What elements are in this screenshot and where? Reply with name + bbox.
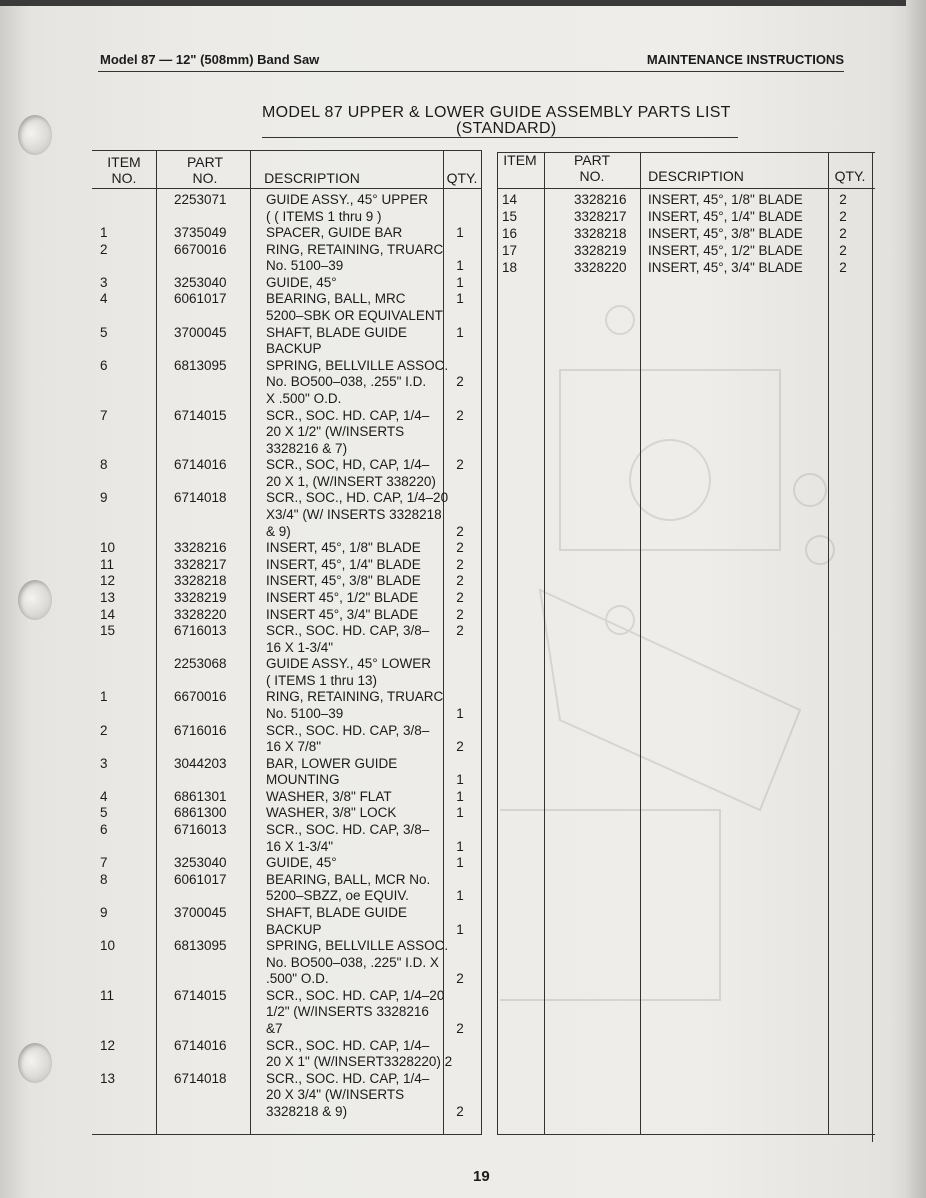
left-table-header-rule [92, 188, 482, 189]
description: INSERT, 45°, 3/8" BLADE [648, 226, 803, 241]
qty: 1 [456, 705, 464, 721]
item-no: 4 [100, 788, 108, 804]
qty: 2 [456, 1103, 464, 1119]
qty: 1 [456, 838, 464, 854]
part-no: 6714018 [174, 1070, 227, 1086]
description: No. 5100–39 [266, 258, 344, 274]
left-col-divider-4 [481, 150, 482, 1135]
item-no: 1 [100, 689, 108, 705]
description: INSERT, 45°, 1/8" BLADE [648, 192, 803, 207]
description: SCR., SOC. HD. CAP, 1/4– [266, 1070, 430, 1086]
left-table-bottom-rule [92, 1134, 482, 1135]
qty: 1 [456, 805, 464, 821]
description: 5200–SBZZ, oe EQUIV. [266, 888, 409, 904]
qty: 2 [456, 573, 464, 589]
item-no: 16 [502, 226, 518, 241]
description: WASHER, 3/8" FLAT [266, 788, 392, 804]
description: SPRING, BELLVILLE ASSOC. [266, 938, 449, 954]
left-header-qty: QTY. [446, 170, 478, 186]
part-no: 6670016 [174, 689, 227, 705]
description: 20 X 1, (W/INSERT 338220) [266, 473, 436, 489]
description: SHAFT, BLADE GUIDE [266, 324, 408, 340]
page-subtitle: (STANDARD) [456, 120, 557, 137]
qty: 2 [456, 556, 464, 572]
description: SPRING, BELLVILLE ASSOC. [266, 357, 449, 373]
description: BEARING, BALL, MRC [266, 291, 406, 307]
qty: 2 [456, 457, 464, 473]
item-no: 15 [502, 209, 518, 224]
description: GUIDE, 45° [266, 274, 337, 290]
description: SCR., SOC. HD. CAP, 3/8– [266, 722, 430, 738]
item-no: 5 [100, 324, 108, 340]
part-no: 3328219 [574, 243, 627, 258]
qty: 2 [839, 243, 847, 258]
left-header-part-line1: PART [186, 154, 224, 170]
right-table-bottom-rule [497, 1134, 875, 1135]
description: RING, RETAINING, TRUARC [266, 689, 444, 705]
qty: 1 [456, 258, 464, 274]
description: 5200–SBK OR EQUIVALENT [266, 308, 443, 324]
description: INSERT, 45°, 3/4" BLADE [648, 260, 803, 275]
left-header-item [96, 154, 152, 186]
qty: 2 [839, 209, 847, 224]
item-no: 9 [100, 490, 108, 506]
part-no: 6716016 [174, 722, 227, 738]
part-no: 3328220 [574, 260, 627, 275]
page-number: 19 [473, 1168, 490, 1185]
item-no: 17 [502, 243, 518, 258]
description: 16 X 1-3/4" [266, 639, 334, 655]
left-header-item-line1: ITEM [107, 154, 141, 170]
right-header-item [500, 152, 540, 168]
part-no: 3044203 [174, 755, 227, 771]
qty: 2 [456, 407, 464, 423]
qty: 2 [456, 623, 464, 639]
description: MOUNTING [266, 772, 340, 788]
qty: 1 [456, 291, 464, 307]
show-through-diagram [500, 290, 880, 1010]
qty: 2 [456, 606, 464, 622]
part-no: 6861301 [174, 788, 227, 804]
right-header-qty: QTY. [834, 168, 866, 184]
part-no: 6714016 [174, 457, 227, 473]
part-no: 2253071 [174, 192, 227, 207]
left-header-item-line2: NO. [111, 170, 137, 186]
item-no: 14 [502, 192, 518, 207]
description: ( ( ITEMS 1 thru 9 ) [266, 208, 382, 224]
item-no: 13 [100, 1070, 116, 1086]
description: SCR., SOC. HD. CAP, 1/4– [266, 1037, 430, 1053]
page-title: MODEL 87 UPPER & LOWER GUIDE ASSEMBLY PARTS LIST [262, 104, 731, 121]
description: 16 X 1-3/4" [266, 838, 334, 854]
description: 20 X 1/2" (W/INSERTS [266, 424, 405, 440]
qty: 1 [456, 772, 464, 788]
binder-hole-top [18, 115, 52, 155]
description: .500" O.D. [266, 971, 329, 987]
binder-hole-bottom [18, 1043, 52, 1083]
qty: 1 [456, 274, 464, 290]
header-section: MAINTENANCE INSTRUCTIONS [646, 52, 844, 67]
item-no: 1 [100, 225, 108, 241]
item-no: 11 [100, 987, 115, 1003]
qty: 1 [456, 324, 464, 340]
part-no: 6061017 [174, 291, 227, 307]
right-header-part-line2: NO. [579, 168, 605, 184]
item-no: 7 [100, 407, 108, 423]
qty: 1 [456, 855, 464, 871]
item-no: 14 [100, 606, 116, 622]
part-no: 3328216 [574, 192, 627, 207]
item-no: 10 [100, 540, 116, 556]
description: INSERT, 45°, 1/8" BLADE [266, 540, 421, 556]
part-no: 6714015 [174, 987, 227, 1003]
description: INSERT, 45°, 1/4" BLADE [648, 209, 803, 224]
right-col-divider-3 [828, 152, 829, 1135]
header-rule [98, 71, 844, 72]
item-no: 15 [100, 623, 116, 639]
description: & 9) [266, 523, 291, 539]
description: SCR., SOC. HD. CAP, 1/4– [266, 407, 430, 423]
item-no: 12 [100, 573, 116, 589]
part-no: 6714018 [174, 490, 227, 506]
description: SCR., SOC. HD. CAP, 1/4–20 [266, 987, 445, 1003]
left-table-top-rule [92, 150, 482, 151]
description: SCR., SOC., HD. CAP, 1/4–20 [266, 490, 449, 506]
part-no: 3328220 [174, 606, 227, 622]
description: BACKUP [266, 341, 322, 357]
item-no: 9 [100, 904, 108, 920]
qty: 2 [456, 540, 464, 556]
item-no: 11 [100, 556, 115, 572]
part-no: 3328216 [174, 540, 227, 556]
description: 20 X 3/4" (W/INSERTS [266, 1087, 405, 1103]
part-no: 6714016 [174, 1037, 227, 1053]
qty: 2 [456, 1021, 464, 1036]
right-col-divider-2 [640, 152, 641, 1135]
right-col-divider-4 [872, 152, 873, 1142]
binder-hole-middle [18, 580, 52, 620]
right-header-part-line1: PART [573, 152, 611, 168]
part-no: 3253040 [174, 855, 227, 871]
item-no: 13 [100, 589, 116, 605]
description: SPACER, GUIDE BAR [266, 225, 403, 241]
description: GUIDE ASSY., 45° UPPER [266, 192, 428, 207]
description: X3/4" (W/ INSERTS 3328218 [266, 507, 442, 523]
item-no: 6 [100, 357, 108, 373]
part-no: 6716013 [174, 822, 227, 838]
qty: 1 [456, 888, 464, 904]
right-header-description: DESCRIPTION [648, 168, 744, 184]
part-no: 3700045 [174, 324, 227, 340]
part-no: 6714015 [174, 407, 227, 423]
description: SCR., SOC. HD. CAP, 3/8– [266, 822, 430, 838]
item-no: 2 [100, 241, 108, 257]
page-right-edge [906, 0, 926, 1198]
qty: 1 [456, 788, 464, 804]
left-header-part-line2: NO. [192, 170, 218, 186]
item-no: 2 [100, 722, 108, 738]
description: INSERT, 45°, 1/4" BLADE [266, 556, 421, 572]
description: 16 X 7/8" [266, 739, 322, 755]
qty: 1 [456, 921, 464, 937]
part-no: 3328218 [574, 226, 627, 241]
item-no: 7 [100, 855, 108, 871]
qty: 2 [839, 192, 847, 207]
description: BAR, LOWER GUIDE [266, 755, 398, 771]
part-no: 3328219 [174, 589, 227, 605]
right-col-divider-1 [544, 152, 545, 1135]
description: No. BO500–038, .255" I.D. [266, 374, 427, 390]
part-no: 6716013 [174, 623, 227, 639]
part-no: 3735049 [174, 225, 227, 241]
part-no: 2253068 [174, 656, 227, 672]
description: INSERT, 45°, 1/2" BLADE [648, 243, 803, 258]
qty: 2 [839, 226, 847, 241]
description: ( ITEMS 1 thru 13) [266, 672, 378, 688]
part-no: 6813095 [174, 938, 227, 954]
item-no: 10 [100, 938, 116, 954]
qty: 1 [456, 225, 464, 241]
qty: 2 [456, 523, 464, 539]
description: SHAFT, BLADE GUIDE [266, 904, 408, 920]
description: INSERT 45°, 3/4" BLADE [266, 606, 419, 622]
description: INSERT, 45°, 3/8" BLADE [266, 573, 421, 589]
part-no: 6061017 [174, 871, 227, 887]
right-header-part [552, 152, 632, 184]
part-no: 3700045 [174, 904, 227, 920]
description: GUIDE ASSY., 45° LOWER [266, 656, 431, 672]
description: WASHER, 3/8" LOCK [266, 805, 397, 821]
description: No. BO500–038, .225" I.D. X [266, 954, 439, 970]
qty: 2 [456, 589, 464, 605]
item-no: 3 [100, 274, 108, 290]
description: SCR., SOC, HD, CAP, 1/4– [266, 457, 430, 473]
item-no: 18 [502, 260, 518, 275]
description: 1/2" (W/INSERTS 3328216 [266, 1004, 429, 1020]
item-no: 4 [100, 291, 108, 307]
description: 3328218 & 9) [266, 1103, 348, 1119]
description: 20 X 1" (W/INSERT3328220) 2 [266, 1054, 453, 1070]
description: SCR., SOC. HD. CAP, 3/8– [266, 623, 430, 639]
qty: 2 [456, 739, 464, 755]
item-no: 12 [100, 1037, 116, 1053]
part-no: 3328217 [174, 556, 227, 572]
item-no: 6 [100, 822, 108, 838]
part-no: 3253040 [174, 274, 227, 290]
description: X .500" O.D. [266, 390, 342, 406]
qty: 2 [456, 374, 464, 390]
item-no: 3 [100, 755, 108, 771]
description: BACKUP [266, 921, 322, 937]
title-rule [262, 137, 738, 138]
left-header-description: DESCRIPTION [264, 170, 360, 186]
item-no: 8 [100, 871, 108, 887]
left-col-divider-1 [156, 150, 157, 1135]
part-no: 6861300 [174, 805, 227, 821]
description: No. 5100–39 [266, 705, 344, 721]
header-model: Model 87 — 12" (508mm) Band Saw [100, 52, 320, 67]
part-no: 6813095 [174, 357, 227, 373]
description: RING, RETAINING, TRUARC [266, 241, 444, 257]
qty: 2 [839, 260, 847, 275]
part-no: 3328217 [574, 209, 627, 224]
right-col-divider-0 [497, 152, 498, 1135]
item-no: 8 [100, 457, 108, 473]
right-header-item-line1: ITEM [503, 152, 537, 168]
description: 3328216 & 7) [266, 440, 348, 456]
qty: 2 [456, 971, 464, 987]
part-no: 3328218 [174, 573, 227, 589]
description: GUIDE, 45° [266, 855, 337, 871]
left-header-part [160, 154, 250, 186]
part-no: 6670016 [174, 241, 227, 257]
description: INSERT 45°, 1/2" BLADE [266, 589, 419, 605]
description: BEARING, BALL, MCR No. [266, 871, 431, 887]
page-top-edge [0, 0, 926, 6]
description: &7 [266, 1021, 283, 1036]
item-no: 5 [100, 805, 108, 821]
right-table-header-rule [497, 188, 875, 189]
